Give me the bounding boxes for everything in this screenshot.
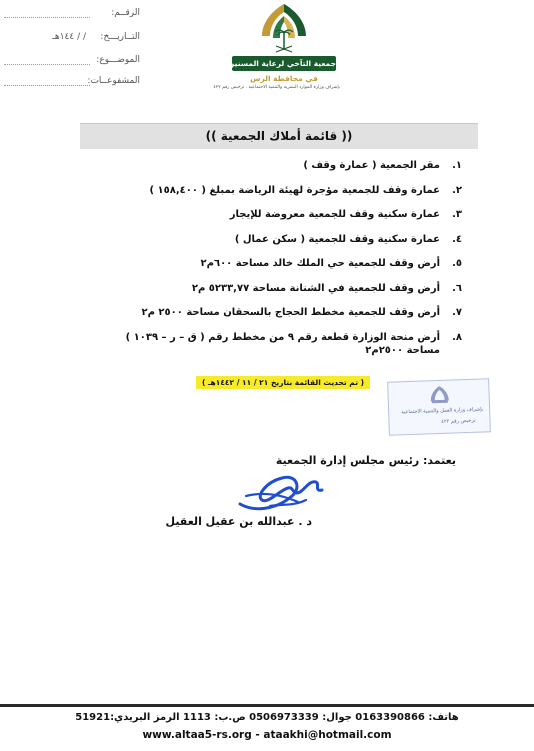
footer-divider <box>0 704 534 707</box>
list-item <box>62 307 462 332</box>
meta-number-dots <box>4 17 90 18</box>
signer-name: د . عبدالله بن عقيل العقيل <box>165 515 312 528</box>
approval-label: يعتمد: رئيس مجلس إدارة الجمعية <box>275 454 456 467</box>
list-item <box>62 283 462 308</box>
list-item-text: أرض وقف للجمعية حي الملك خالد مساحة ٦٠٠م٢ <box>200 258 440 269</box>
handwritten-signature <box>236 466 326 514</box>
list-item <box>62 234 462 259</box>
list-item-number: ٥. <box>452 258 462 269</box>
update-note: ( تم تحديث القائمة بتاريخ ٢١ / ١١ / ١٤٤٢هـ ) <box>196 376 370 389</box>
list-item <box>62 258 462 283</box>
list-item <box>62 160 462 185</box>
list-item-text: أرض وقف للجمعية مخطط الحجاج بالسحقان مساحة ٢٥٠٠ م٢ <box>141 307 440 318</box>
meta-number-label: الرقــم: <box>111 8 140 18</box>
meta-subject-label: الموضـــوع: <box>96 55 140 65</box>
meta-attachments-label: المشفوعــات: <box>87 76 140 86</box>
footer-contact: هاتف: 0163390866 جوال: 0506973339 ص.ب: 1113 الرمز البريدي:51921 <box>75 712 459 723</box>
list-item <box>62 185 462 210</box>
stamp-line-2: ترخيص رقم ٤٢٢ <box>441 417 476 425</box>
list-item-number: ٦. <box>452 282 462 294</box>
meta-attachments-dots <box>4 85 90 86</box>
meta-date-label: التــاريـــخ: <box>100 32 140 42</box>
list-item-number: ٨. <box>452 331 462 343</box>
official-stamp <box>387 378 491 436</box>
footer-website-email: www.altaa5-rs.org - ataakhi@hotmail.com <box>142 729 392 741</box>
list-item-number: ٧. <box>452 307 462 318</box>
list-item-text: عمارة سكنية وقف للجمعية ( سكن عمال ) <box>234 233 440 245</box>
stamp-emblem-icon <box>428 385 451 406</box>
list-item <box>62 209 462 234</box>
list-item-text: عمارة وقف للجمعية مؤجرة لهيئة الرياضة بمبلغ ( ١٥٨,٤٠٠ ) <box>149 184 440 196</box>
stamp-line-1: بإشراف وزارة العمل والتنمية الاجتماعية <box>401 406 484 416</box>
property-list <box>62 160 462 356</box>
organization-logo <box>213 0 340 94</box>
list-item-number: ٢. <box>452 184 462 196</box>
meta-subject-dots <box>4 64 90 65</box>
document-title: (( قائمة أملاك الجمعية )) <box>205 129 353 143</box>
list-item-continuation: مساحة ٢٥٠٠م٢ <box>365 345 440 356</box>
list-item-number: ٤. <box>452 233 462 245</box>
list-item-number: ١. <box>452 160 462 171</box>
logo-license-note: بإشراف وزارة الموارد البشرية والتنمية الاجتماعية . ترخيص رقم ٤٢٢ <box>213 85 340 90</box>
meta-date-value: / / ١٤٤هـ <box>52 32 86 42</box>
title-bar <box>80 123 478 149</box>
list-item-text: أرض وقف للجمعية في الشنانة مساحة ٥٢٣٣,٧٧ م٢ <box>191 282 440 294</box>
list-item-number: ٣. <box>452 209 462 220</box>
logo-org-name: جمعية التآخي لرعاية المسنين <box>232 56 336 71</box>
list-item-text: أرض منحة الوزارة قطعة رقم ٩ من مخطط رقم ( ق – ر – ١٠٣٩ ) <box>125 331 440 343</box>
logo-emblem-icon <box>256 2 312 56</box>
logo-region: في محافظة الرس <box>250 74 318 83</box>
list-item-text: مقر الجمعية ( عمارة وقف ) <box>303 160 440 171</box>
list-item-text: عمارة سكنية وقف للجمعية معروضة للإيجار <box>229 209 440 220</box>
